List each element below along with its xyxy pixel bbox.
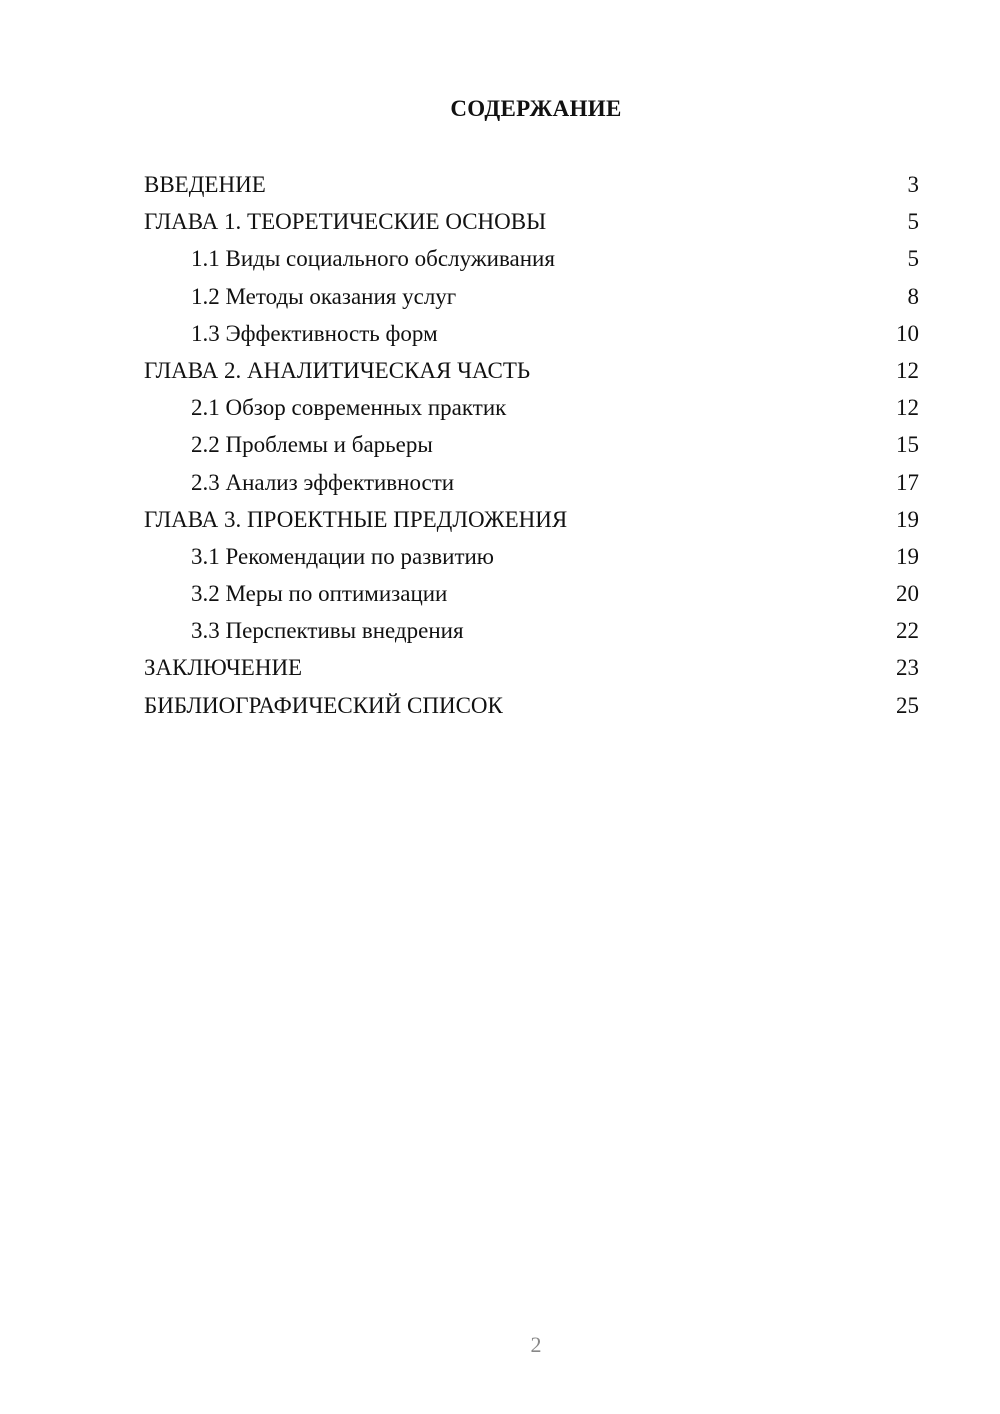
toc-entry (144, 691, 919, 728)
toc-entry-label: 3.2 Меры по оптимизации (191, 581, 448, 607)
toc-entry-label: 2.2 Проблемы и барьеры (191, 432, 433, 458)
toc-entry-label: ГЛАВА 1. ТЕОРЕТИЧЕСКИЕ ОСНОВЫ (144, 209, 547, 235)
toc-entry-label: ВВЕДЕНИЕ (144, 172, 266, 197)
toc-entry-label: ГЛАВА 2. АНАЛИТИЧЕСКАЯ ЧАСТЬ (144, 357, 531, 383)
toc-entry-page: 5 (907, 246, 919, 272)
toc-subentry (144, 393, 919, 430)
toc-entry (144, 207, 919, 244)
toc-entry-page: 12 (896, 357, 919, 383)
toc-entry-label: 1.3 Эффективность форм (191, 320, 438, 346)
toc-entry-label: БИБЛИОГРАФИЧЕСКИЙ СПИСОК (144, 692, 503, 718)
toc-entry-page: 19 (896, 506, 919, 532)
toc-entry-page: 17 (896, 469, 919, 495)
toc-entry-label: 2.1 Обзор современных практик (191, 395, 507, 421)
toc-subentry (144, 430, 919, 467)
toc-entry-label: 1.1 Виды социального обслуживания (191, 246, 555, 272)
toc-entry-label: 3.3 Перспективы внедрения (191, 618, 464, 644)
toc-entry-label: ГЛАВА 3. ПРОЕКТНЫЕ ПРЕДЛОЖЕНИЯ (144, 506, 568, 532)
toc-entry (144, 653, 919, 690)
toc-entry-page: 25 (896, 692, 919, 718)
toc-subentry (144, 282, 919, 319)
table-of-contents (144, 170, 919, 728)
toc-entry-page: 5 (907, 209, 919, 235)
toc-entry-label: 1.2 Методы оказания услуг (191, 283, 457, 309)
toc-title: СОДЕРЖАНИЕ (450, 96, 622, 121)
toc-entry-page: 8 (907, 283, 919, 309)
toc-entry (144, 356, 919, 393)
toc-subentry (144, 579, 919, 616)
toc-subentry (144, 244, 919, 281)
toc-entry-page: 19 (896, 543, 919, 569)
toc-entry-page: 10 (896, 320, 919, 346)
toc-entry-page: 3 (907, 172, 919, 197)
toc-subentry (144, 468, 919, 505)
toc-entry-label: 3.1 Рекомендации по развитию (191, 543, 494, 569)
toc-entry-label: ЗАКЛЮЧЕНИЕ (144, 655, 303, 681)
toc-entry-page: 12 (896, 395, 919, 421)
toc-entry (144, 170, 919, 207)
toc-entry-page: 22 (896, 618, 919, 644)
toc-subentry (144, 616, 919, 653)
toc-subentry (144, 542, 919, 579)
toc-entry-label: 2.3 Анализ эффективности (191, 469, 455, 495)
toc-entry-page: 23 (896, 655, 919, 681)
toc-entry (144, 505, 919, 542)
toc-entry-page: 20 (896, 581, 919, 607)
toc-entry-page: 15 (896, 432, 919, 458)
toc-subentry (144, 319, 919, 356)
page-number: 2 (530, 1332, 542, 1357)
